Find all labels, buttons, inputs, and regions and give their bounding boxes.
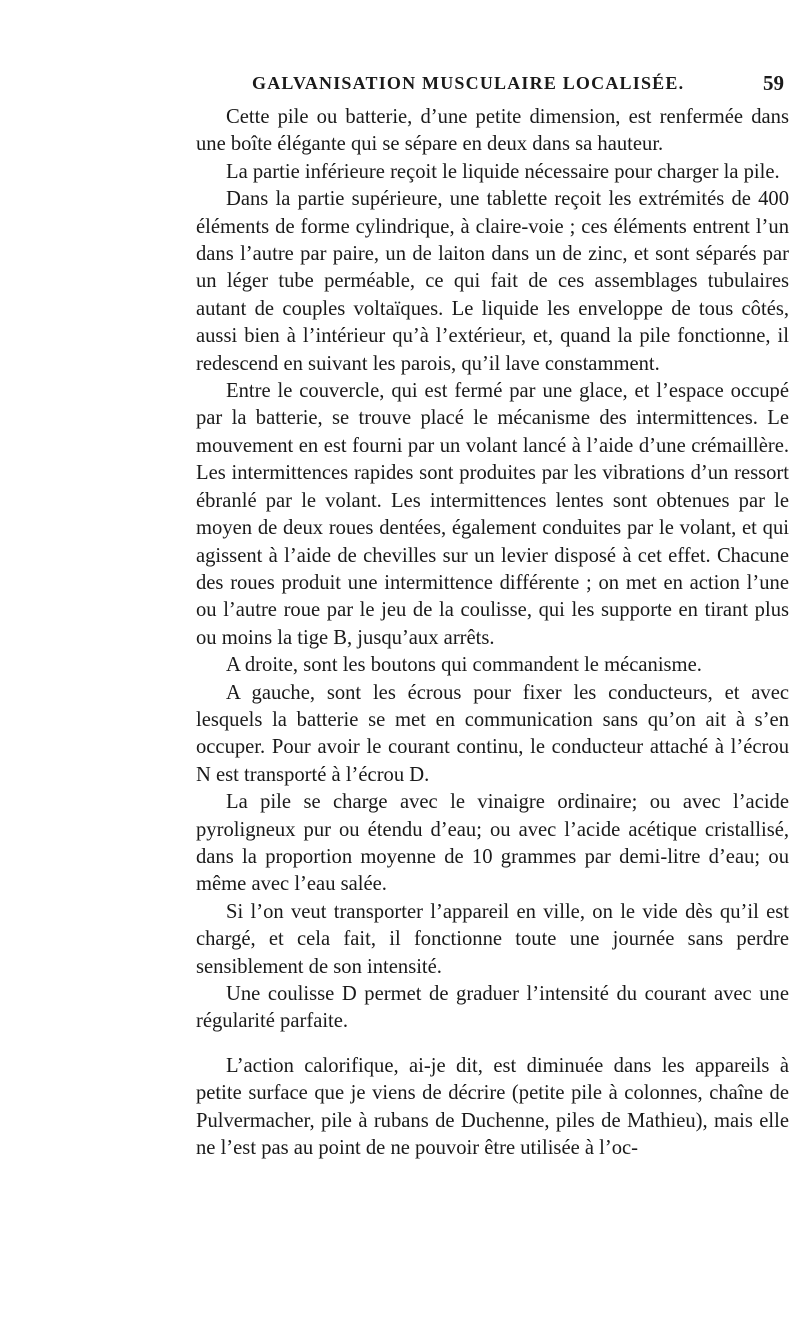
running-title: GALVANISATION MUSCULAIRE LOCALISÉE. (252, 73, 685, 93)
paragraph: Dans la partie supérieure, une tablette reçoit les extrémités de 400 éléments de forme cylindrique, à claire-voie ; ces éléments entrent l’un dans l’autre par paire, un de laiton dans un de zinc, et sont séparés par un léger tube perméable, ce qui fait de ces assemblages tubulaires autant de couples voltaïques. Le liquide les enveloppe de tous côtés, aussi bien à l’intérieur qu’à l’extérieur, et, quand la pile fonctionne, il redescend en suivant les parois, qu’il lave constamment. (196, 188, 789, 375)
body-text (196, 104, 789, 1162)
paragraph: L’action calorifique, ai-je dit, est diminuée dans les appareils à petite surface que je viens de décrire (petite pile à colonnes, chaîne de Pulvermacher, pile à rubans de Duchenne, piles de Mathieu), mais elle ne l’est pas au point de ne pouvoir être utilisée à l’oc- (196, 1054, 789, 1160)
paragraph: A droite, sont les boutons qui commandent le mécanisme. (226, 654, 702, 677)
page-number: 59 (763, 71, 784, 95)
paragraph: Une coulisse D permet de graduer l’intensité du courant avec une régularité parfaite. (196, 983, 789, 1033)
running-head (186, 73, 798, 97)
paragraph: La pile se charge avec le vinaigre ordinaire; ou avec l’acide pyroligneux pur ou étendu d’eau; ou avec l’acide acétique cristallisé, dans la proportion moyenne de 10 grammes par demi-litre d’eau; ou même avec l’eau salée. (196, 791, 789, 896)
paragraph: Cette pile ou batterie, d’une petite dimension, est renfermée dans une boîte élégante qui se sépare en deux dans sa hauteur. (196, 106, 789, 156)
paragraph: Si l’on veut transporter l’appareil en ville, on le vide dès qu’il est chargé, et cela fait, il fonctionne toute une journée sans perdre sensiblement de son intensité. (196, 900, 789, 978)
paragraph: Entre le couvercle, qui est fermé par une glace, et l’espace occupé par la batterie, se trouve placé le mécanisme des intermittences. Le mouvement en est fourni par un volant lancé à l’aide d’une crémaillère. Les intermittences rapides sont produites par les vibrations d’un ressort ébranlé par le volant. Les intermittences lentes sont obtenues par le moyen de deux roues dentées, également conduites par le volant, et qui agissent à l’aide de chevilles sur un levier disposé à cet effet. Chacune des roues produit une intermittence différente ; on met en action l’une ou l’autre roue par le jeu de la coulisse, qui les supporte en tirant plus ou moins la tige B, jusqu’aux arrêts. (196, 380, 789, 649)
paragraph: A gauche, sont les écrous pour fixer les conducteurs, et avec lesquels la batterie se met en communication sans qu’on ait à s’en occuper. Pour avoir le courant continu, le conducteur attaché à l’écrou N est transporté à l’écrou D. (196, 681, 789, 786)
paragraph: La partie inférieure reçoit le liquide nécessaire pour charger la pile. (226, 160, 780, 183)
